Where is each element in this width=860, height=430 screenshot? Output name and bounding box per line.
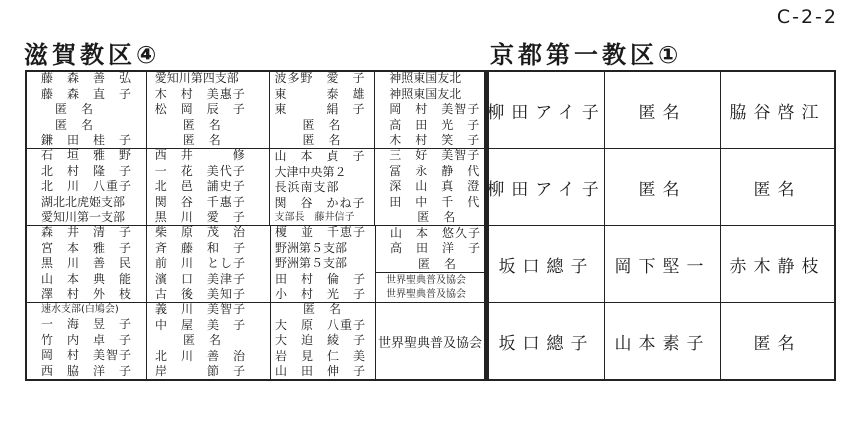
donor-name: 速水支部(白鳩会)	[41, 304, 119, 315]
right-table-row	[489, 72, 834, 149]
donor-name: 古 後 美知子	[155, 287, 247, 302]
right-table-row	[489, 149, 834, 226]
donor-name: 波多野 愛 子	[274, 72, 366, 86]
donor-name: 藤 森 善 弘	[41, 72, 133, 86]
donor-name: 関 谷 かね子	[274, 195, 366, 210]
left-table-cell	[147, 303, 271, 379]
donor-name: 山 本 典 能	[41, 271, 133, 286]
donor-name: 中 屋 美 子	[155, 317, 247, 332]
donor-name: 坂口總子	[489, 226, 605, 302]
donor-name: 柳田アイ子	[489, 72, 605, 148]
donor-name: 匿 名	[182, 117, 222, 132]
donor-name: 赤木静枝	[729, 256, 826, 277]
donor-name: 竹 内 卓 子	[41, 332, 133, 347]
left-table-cell	[147, 226, 271, 302]
donor-name: 黒 川 愛 子	[154, 210, 246, 225]
donor-name: 北 川 善 治	[155, 348, 247, 363]
left-table-cell	[271, 226, 376, 302]
donor-name: 脇谷啓江	[729, 102, 826, 123]
right-district-heading: 京都第一教区①	[490, 41, 683, 69]
donor-name: 支部長 藤井信子	[274, 212, 355, 223]
donor-name: 匿 名	[303, 303, 343, 317]
donor-name: 匿名	[753, 333, 802, 354]
donor-name: 北 村 隆 子	[41, 163, 133, 178]
left-table-cell	[270, 72, 375, 148]
donor-name: 東 絹 子	[274, 102, 366, 117]
donor-name: 宮 本 雅 子	[41, 240, 133, 255]
donor-name: 一 海 昱 子	[41, 317, 133, 331]
donor-name: 湖北北虎姫支部	[41, 194, 126, 209]
left-table-row	[27, 303, 484, 379]
right-table-row	[489, 226, 834, 303]
donor-name: 西 脇 洋 子	[41, 363, 133, 378]
left-table-row	[27, 72, 484, 149]
left-table-cell	[376, 303, 484, 379]
donor-name: 高 田 洋 子	[390, 241, 482, 256]
donor-name: 榎 並 千恵子	[275, 226, 367, 240]
donor-name: 鎌 田 桂 子	[41, 133, 133, 148]
left-table-cell	[375, 149, 484, 225]
donor-name: 田 村 倫 子	[275, 271, 367, 286]
left-district-heading: 滋賀教区④	[24, 41, 161, 69]
donor-name: 匿名	[605, 72, 721, 148]
donor-name: 北 邑 誧史子	[154, 179, 246, 194]
left-table-cell	[271, 303, 376, 379]
donor-name: 小 村 光 子	[275, 287, 367, 302]
donor-name: 澤 村 外 枝	[41, 287, 133, 302]
left-table-cell	[27, 303, 147, 379]
donor-name: 木 村 笑 子	[389, 133, 481, 148]
left-table-cell	[375, 72, 484, 148]
left-table-cell	[376, 226, 484, 302]
donor-name: 神照東国友北	[389, 72, 462, 86]
donor-name: 森 井 清 子	[41, 226, 133, 240]
donor-name: 高 田 光 子	[389, 117, 481, 132]
donor-name: 匿 名	[55, 102, 95, 117]
donor-name: 木 村 美惠子	[154, 86, 246, 101]
donor-name: 三 好 美智子	[389, 149, 481, 163]
donor-name: 松 岡 辰 子	[154, 102, 246, 117]
left-table-cell	[147, 72, 271, 148]
donor-name: 前 川 とし子	[155, 256, 247, 271]
donor-name: 世界聖典普及協会	[386, 275, 466, 287]
donor-name: 匿 名	[418, 256, 458, 271]
donor-name: 柳田アイ子	[489, 149, 605, 225]
donor-name: 野洲第５支部	[275, 256, 348, 271]
donor-name: 西 井 修	[154, 149, 246, 163]
donor-name: 坂口總子	[489, 303, 605, 379]
donor-name: 深 山 真 澄	[389, 179, 481, 194]
donor-name: 野洲第５支部	[275, 240, 348, 255]
page-code: C-2-2	[776, 6, 838, 28]
donor-name: 義 川 美智子	[155, 303, 247, 317]
donor-name: 藤 森 直 子	[41, 86, 133, 101]
donor-name: 愛知川第四支部	[154, 72, 239, 86]
donor-name: 匿名	[605, 149, 721, 225]
left-table-cell	[27, 72, 147, 148]
donor-name: 岡 村 美智子	[389, 102, 481, 117]
left-table-cell	[270, 149, 375, 225]
donor-name: 岩 見 仁 美	[275, 348, 367, 363]
donor-name: 柴 原 茂 治	[155, 226, 247, 240]
left-donor-table	[25, 70, 486, 381]
donor-name: 愛知川第一支部	[41, 210, 126, 225]
donor-name: 冨 永 静 代	[389, 163, 481, 178]
donor-name: 匿 名	[55, 117, 95, 132]
donor-name: 匿 名	[302, 117, 342, 132]
right-table-row	[489, 303, 834, 379]
donor-name: 匿 名	[183, 333, 223, 348]
donor-name: 東 泰 雄	[274, 86, 366, 101]
donor-name: 関 谷 千惠子	[154, 194, 246, 209]
left-table-row	[27, 226, 484, 303]
left-table-cell	[147, 149, 271, 225]
donor-name: 大津中央第２	[274, 164, 347, 179]
donor-name: 北 川 八重子	[41, 179, 133, 194]
right-donor-table	[486, 70, 836, 381]
left-table-row	[27, 149, 484, 226]
donor-name: 田 中 千 代	[389, 194, 481, 209]
left-table-cell	[27, 226, 147, 302]
donor-name: 斉 藤 和 子	[155, 240, 247, 255]
donor-name: 山本素子	[605, 303, 721, 379]
donor-name: 黒 川 善 民	[41, 256, 133, 271]
donor-name: 世界聖典普及協会	[386, 289, 466, 301]
donor-name: 山 本 悠久子	[390, 226, 482, 240]
donor-name: 岡 村 美智子	[41, 348, 133, 362]
donor-name: 匿 名	[417, 210, 457, 225]
donor-name: 山 本 貞 子	[274, 149, 366, 163]
donor-name: 石 垣 雅 野	[41, 149, 133, 163]
left-table-cell	[27, 149, 147, 225]
donor-name: 匿 名	[302, 133, 342, 148]
donor-name: 世界聖典普及協会	[377, 335, 482, 351]
donor-name: 山 田 伸 子	[275, 364, 367, 379]
donor-name: 岸 節 子	[155, 364, 247, 379]
donor-name: 長浜南支部	[274, 180, 340, 194]
donor-name: 匿 名	[182, 133, 222, 148]
donor-name: 岡下堅一	[605, 226, 721, 302]
donor-name: 大 原 八重子	[275, 317, 367, 332]
donor-name: 大 迫 綾 子	[275, 333, 367, 348]
donor-name: 濱 口 美津子	[155, 271, 247, 286]
donor-name: 一 花 美代子	[154, 163, 246, 178]
donor-name: 匿名	[753, 179, 802, 200]
donor-name: 神照東国友北	[389, 86, 462, 101]
